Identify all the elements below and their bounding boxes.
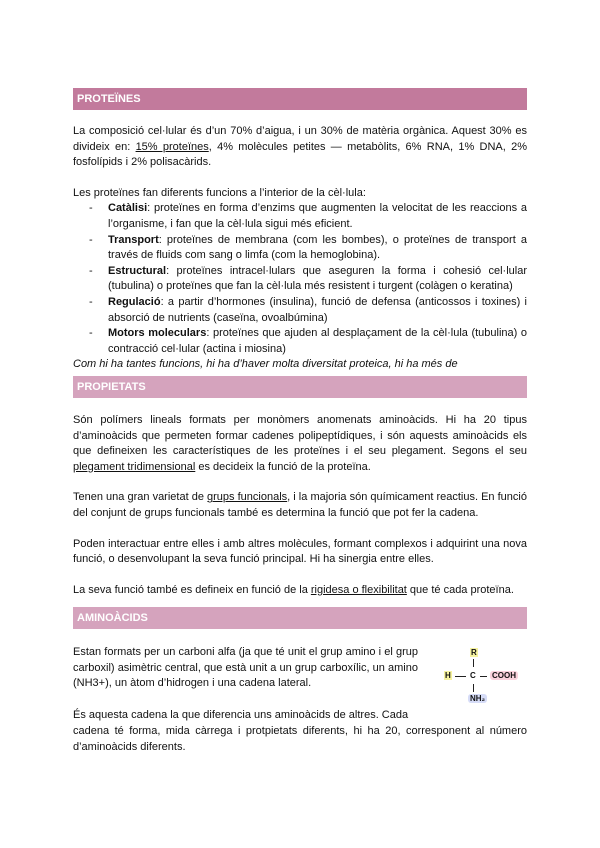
paragraph [73, 413, 527, 475]
hydrogen-label: H [445, 671, 451, 680]
aminoacids-paragraph: Estan formats per un carboni alfa (ja que té unit el grup amino i el grup carboxil) asimètric central, que està unit a un grup carboxílic, un amino (NH3+), un àtom d’hidrogen i una cadena lateral. [73, 646, 418, 690]
proteines-body [73, 124, 527, 373]
section-header-proteines: PROTEÏNES [73, 88, 527, 110]
paragraph: Poden interactuar entre elles i amb altres molècules, formant complexos i adquirint una nova funció, o desenvolupant la seva funció principal. Hi ha sinergia entre elles. [73, 537, 527, 566]
term: Estructural [108, 264, 167, 277]
functions-list [73, 201, 527, 357]
paragraph [73, 583, 527, 599]
list-item [73, 264, 527, 295]
section-header-aminoacids: AMINOÀCIDS [73, 607, 527, 629]
text: , 4% molècules petites — metabòlits, 6% RNA, 1% DNA, 2% fosfolípids i 2% polisacàrids. [73, 140, 527, 169]
underlined-text: 15% proteïnes [135, 140, 209, 153]
text: Són polímers lineals formats per monòmers anomenats aminoàcids. Hi ha 20 tipus d’aminoàcids que permeten formar cadenes polipeptídiques, i són aquests aminoàcids els que defineixen les característiques de les proteïnes i el seu plegament. Segons el seu [73, 414, 527, 458]
paragraph-functions-intro: Les proteïnes fan diferents funcions a l’interior de la cèl·lula: [73, 186, 366, 199]
amino-acid-structure-diagram [440, 648, 530, 710]
text: que té cada proteïna. [406, 583, 514, 596]
term: Motors moleculars [108, 327, 207, 340]
definition: : proteïnes que ajuden al desplaçament de la cèl·lula (tubulina) o contracció cel·lular (actina i miosina) [108, 327, 527, 355]
underlined-text: plegament tridimensional [73, 460, 196, 473]
carbon-label: C [470, 671, 476, 680]
aminoacids-paragraph-2a: És aquesta cadena la que diferencia uns aminoàcids de altres. Cada [73, 709, 409, 721]
underlined-text: grups funcionals [207, 491, 288, 504]
r-group-label: R [471, 648, 477, 657]
section-header-propietats: PROPIETATS [73, 376, 527, 398]
definition: : proteïnes de membrana (com les bombes), o proteïnes de transport a través de fluids com sang o limfa (com la hemoglobina). [108, 233, 527, 262]
text: es decideix la funció de la proteïna. [195, 460, 371, 473]
aminoacids-paragraph-2b: cadena té forma, mida càrrega i protpietats diferents, hi ha 20, corresponent al número d’aminoàcids diferents. [73, 725, 527, 753]
italic-note: Com hi ha tantes funcions, hi ha d’haver molta diversitat proteica, hi ha més de [73, 358, 458, 371]
paragraph [73, 490, 527, 521]
text: Tenen una gran varietat de [73, 491, 208, 504]
text: La composició cel·lular és d’un 70% d’aigua, i un 30% de matèria orgànica. Aquest 30% es divideix en: [73, 125, 527, 153]
paragraph-composition [73, 124, 527, 171]
term: Catàlisi [108, 202, 148, 215]
term: Transport [108, 233, 159, 246]
list-item [73, 326, 527, 357]
text: La seva funció també es defineix en funció de la [73, 583, 311, 596]
text: , i la majoria són químicament reactius. En funció del conjunt de grups funcionals també es determina la funció que pot fer la cadena. [73, 491, 527, 519]
list-item [73, 295, 527, 326]
carboxyl-label: COOH [492, 671, 516, 680]
term: Regulació [108, 295, 161, 308]
definition: : a partir d’hormones (insulina), funció de defensa (anticossos i toxines) i absorció de nutrients (caseïna, ovoalbúmina) [108, 295, 527, 324]
definition: : proteïnes intracel·lulars que aseguren la forma i cohesió cel·lular (tubulina) o proteïnes que fan la cèl·lula més resistent i turgent (colàgen o keratina) [108, 264, 527, 293]
propietats-body [73, 413, 527, 598]
list-item [73, 233, 527, 264]
list-item [73, 201, 527, 232]
amino-label: NH₂ [470, 694, 486, 703]
definition: : proteïnes en forma d’enzims que augmenten la velocitat de les reaccions a l’organisme, i fan que la cèl·lula sigui més eficient. [108, 202, 527, 230]
underlined-text: rigidesa o flexibilitat [310, 583, 407, 596]
